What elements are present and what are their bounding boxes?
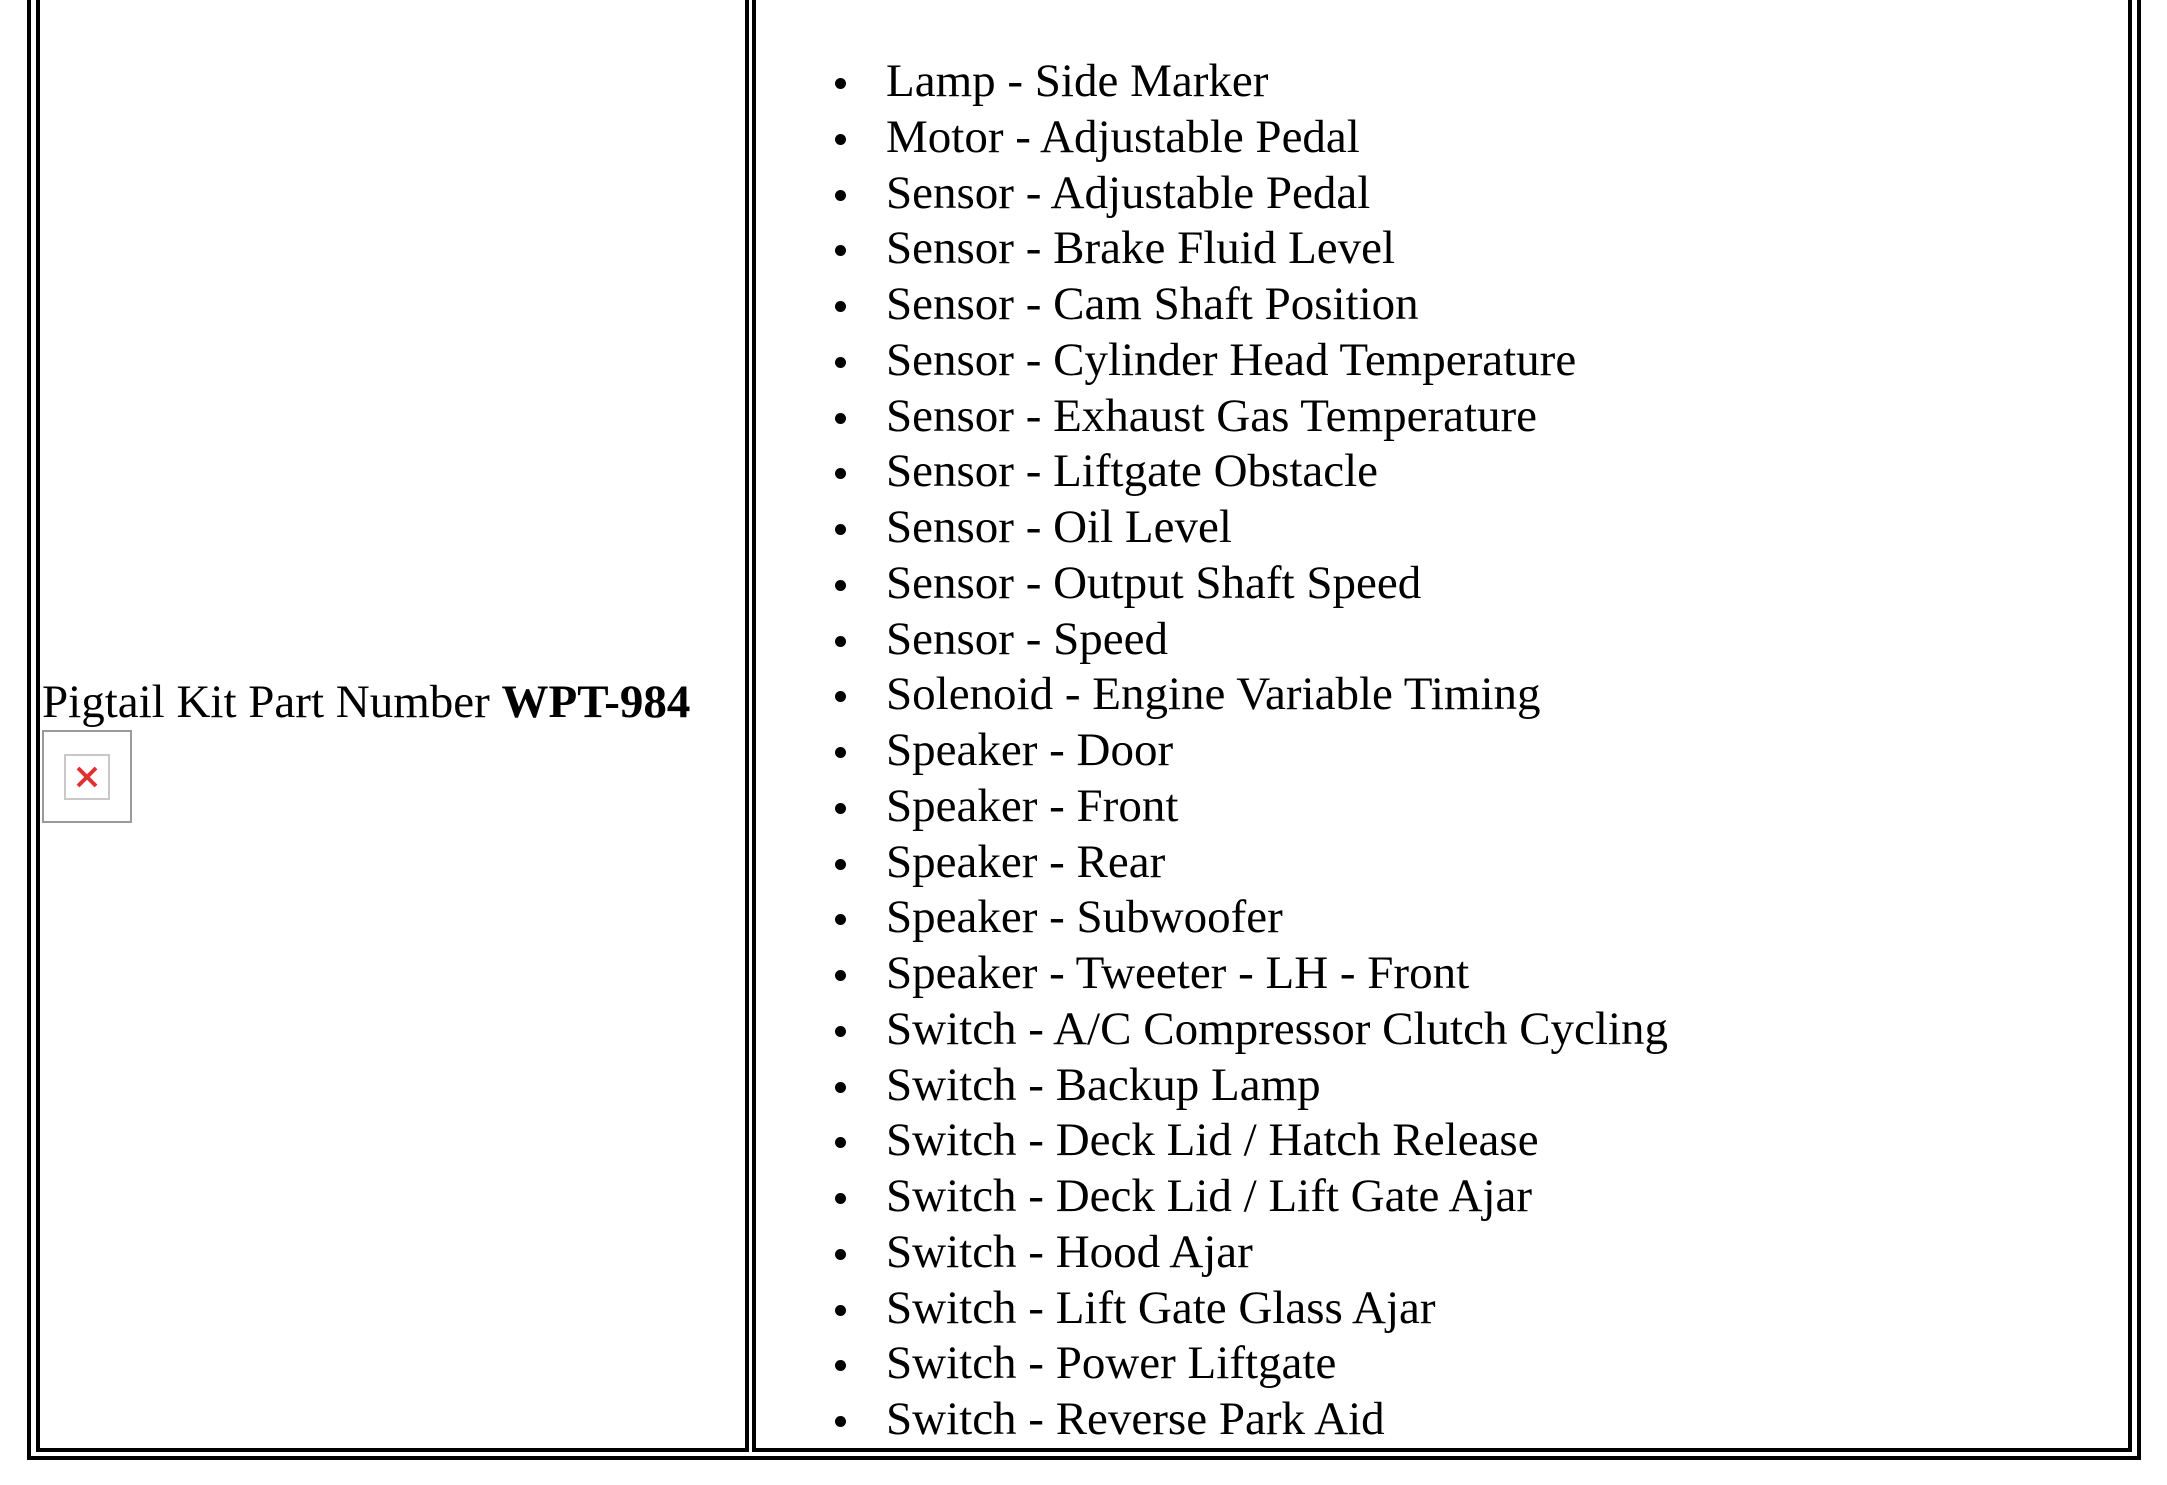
connector-list-item xyxy=(830,54,1668,110)
red-x-icon xyxy=(72,762,102,792)
bullet-icon xyxy=(835,580,846,591)
connector-label: Solenoid - Engine Variable Timing xyxy=(886,668,1541,721)
connector-list-item xyxy=(830,779,1668,835)
pigtail-kit-label-prefix: Pigtail Kit Part Number xyxy=(42,676,502,728)
connector-list-item xyxy=(830,1392,1668,1448)
bullet-icon xyxy=(835,134,846,145)
connector-list-item xyxy=(830,946,1668,1002)
connector-list-item xyxy=(830,500,1668,556)
connector-list-item xyxy=(830,612,1668,668)
connector-list-item xyxy=(830,333,1668,389)
connector-label: Switch - Power Liftgate xyxy=(886,1337,1337,1390)
bullet-icon xyxy=(835,914,846,925)
connector-list-item xyxy=(830,389,1668,445)
connector-label: Motor - Adjustable Pedal xyxy=(886,110,1360,163)
bullet-icon xyxy=(835,190,846,201)
bullet-icon xyxy=(835,803,846,814)
connector-label: Speaker - Tweeter - LH - Front xyxy=(886,947,1470,999)
connector-list-item xyxy=(830,277,1668,333)
connector-label: Switch - Deck Lid / Lift Gate Ajar xyxy=(886,1170,1533,1222)
bullet-icon xyxy=(835,691,846,702)
connector-label: Sensor - Liftgate Obstacle xyxy=(886,445,1379,498)
bullet-icon xyxy=(835,1137,846,1148)
bullet-icon xyxy=(835,636,846,647)
connector-label: Sensor - Speed xyxy=(886,612,1168,665)
bullet-icon xyxy=(835,1360,846,1371)
connector-list-item xyxy=(830,110,1668,166)
bullet-icon xyxy=(835,413,846,424)
pigtail-kit-part-number: WPT-984 xyxy=(501,676,691,728)
bullet-icon xyxy=(835,1249,846,1260)
connector-list-item xyxy=(830,1058,1668,1114)
bullet-icon xyxy=(835,859,846,870)
connector-list-item xyxy=(830,890,1668,946)
connector-list xyxy=(830,54,1668,1448)
connector-list-item xyxy=(830,221,1668,277)
bullet-icon xyxy=(835,301,846,312)
connector-label: Speaker - Subwoofer xyxy=(886,891,1283,944)
connector-label: Speaker - Door xyxy=(886,724,1174,776)
bullet-icon xyxy=(835,1026,846,1037)
bullet-icon xyxy=(835,747,846,758)
connector-list-item xyxy=(830,1281,1668,1337)
connector-label: Speaker - Front xyxy=(886,779,1179,832)
connector-label: Sensor - Cylinder Head Temperature xyxy=(886,333,1577,386)
broken-image-icon xyxy=(42,730,132,823)
connector-label: Sensor - Brake Fluid Level xyxy=(886,222,1396,275)
connector-label: Switch - Lift Gate Glass Ajar xyxy=(886,1281,1436,1334)
bullet-icon xyxy=(835,1082,846,1093)
connector-label: Sensor - Oil Level xyxy=(886,501,1232,553)
connector-list-item xyxy=(830,723,1668,779)
connector-list-item xyxy=(830,667,1668,723)
bullet-icon xyxy=(835,245,846,256)
connector-list-item xyxy=(830,1002,1668,1058)
connector-list-item xyxy=(830,1225,1668,1281)
connector-list-item xyxy=(830,1336,1668,1392)
connector-list-item xyxy=(830,1169,1668,1225)
bullet-icon xyxy=(835,970,846,981)
connector-label: Switch - A/C Compressor Clutch Cycling xyxy=(886,1002,1669,1055)
bullet-icon xyxy=(835,1193,846,1204)
pigtail-kit-label xyxy=(42,672,690,732)
bullet-icon xyxy=(835,78,846,89)
connector-list-item xyxy=(830,556,1668,612)
connector-list-item xyxy=(830,1113,1668,1169)
connector-label: Switch - Hood Ajar xyxy=(886,1225,1253,1278)
connector-label: Switch - Backup Lamp xyxy=(886,1058,1321,1111)
connector-list-item xyxy=(830,166,1668,222)
connector-label: Sensor - Cam Shaft Position xyxy=(886,278,1419,330)
connector-label: Switch - Reverse Park Aid xyxy=(886,1393,1385,1445)
connector-label: Sensor - Adjustable Pedal xyxy=(886,166,1371,219)
connector-label: Sensor - Output Shaft Speed xyxy=(886,556,1422,609)
connector-list-item xyxy=(830,444,1668,500)
bullet-icon xyxy=(835,468,846,479)
bullet-icon xyxy=(835,524,846,535)
connector-label: Switch - Deck Lid / Hatch Release xyxy=(886,1114,1539,1167)
bullet-icon xyxy=(835,1305,846,1316)
connector-label: Lamp - Side Marker xyxy=(886,55,1269,107)
connector-label: Sensor - Exhaust Gas Temperature xyxy=(886,389,1538,442)
bullet-icon xyxy=(835,357,846,368)
bullet-icon xyxy=(835,1416,846,1427)
connector-label: Speaker - Rear xyxy=(886,835,1166,888)
connector-list-item xyxy=(830,835,1668,891)
